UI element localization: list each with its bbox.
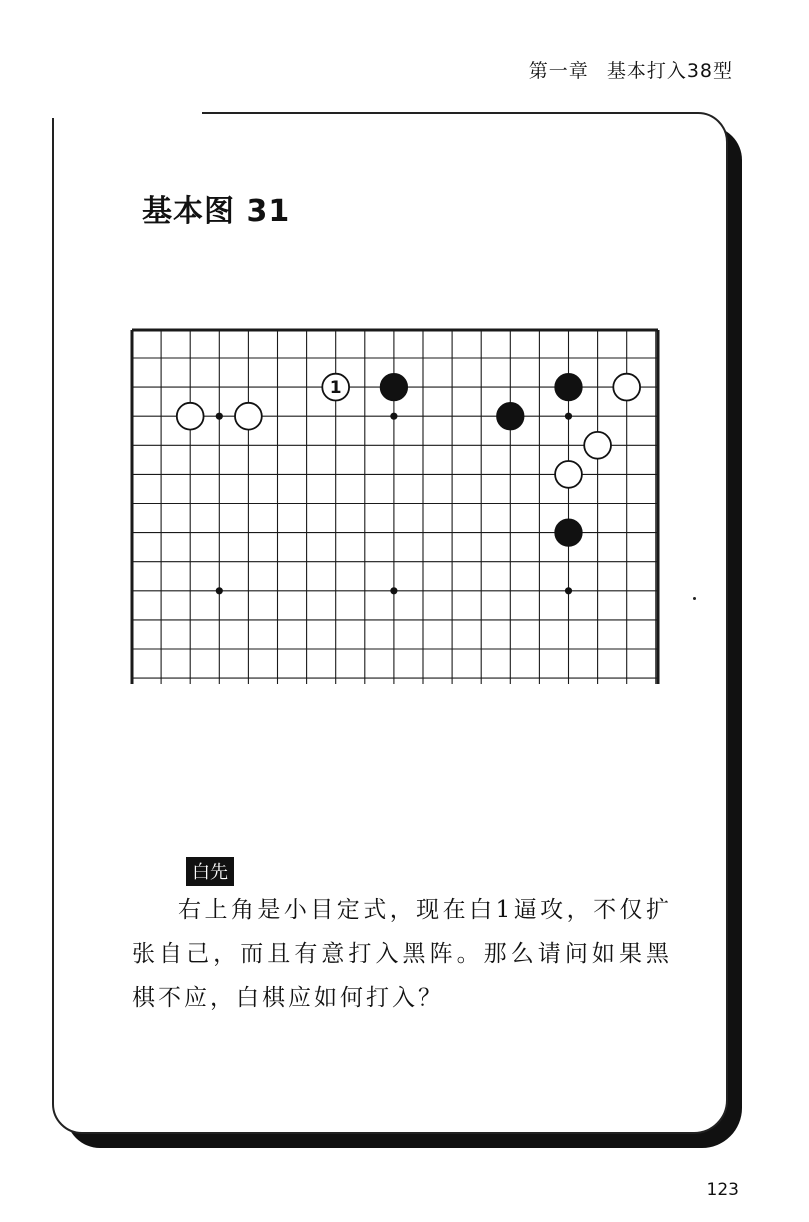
section-label: 基本打入38型 — [606, 60, 733, 82]
chapter-label: 第一章 — [528, 60, 589, 82]
black-stone — [555, 374, 582, 401]
star-point — [390, 413, 397, 420]
white-stone — [177, 403, 204, 430]
white-stone — [235, 403, 262, 430]
problem-text: 右上角是小目定式，现在白1逼攻，不仅扩张自己，而且有意打入黑阵。那么请问如果黑棋不应，白棋应如何打入？ — [132, 897, 672, 1011]
problem-tag: 白先 — [186, 857, 234, 886]
print-speck — [693, 597, 696, 600]
black-stone — [497, 403, 524, 430]
white-stone — [584, 432, 611, 459]
page-number: 123 — [706, 1180, 739, 1200]
board-stones — [177, 374, 640, 546]
star-point — [565, 587, 572, 594]
black-stone — [555, 519, 582, 546]
black-stone — [381, 374, 408, 401]
stone-move-number: 1 — [329, 378, 342, 399]
figure-title: 基本图 31 — [142, 194, 291, 229]
star-point — [390, 587, 397, 594]
star-point — [565, 413, 572, 420]
star-point — [216, 413, 223, 420]
white-stone — [613, 374, 640, 401]
white-stone — [555, 461, 582, 488]
star-point — [216, 587, 223, 594]
